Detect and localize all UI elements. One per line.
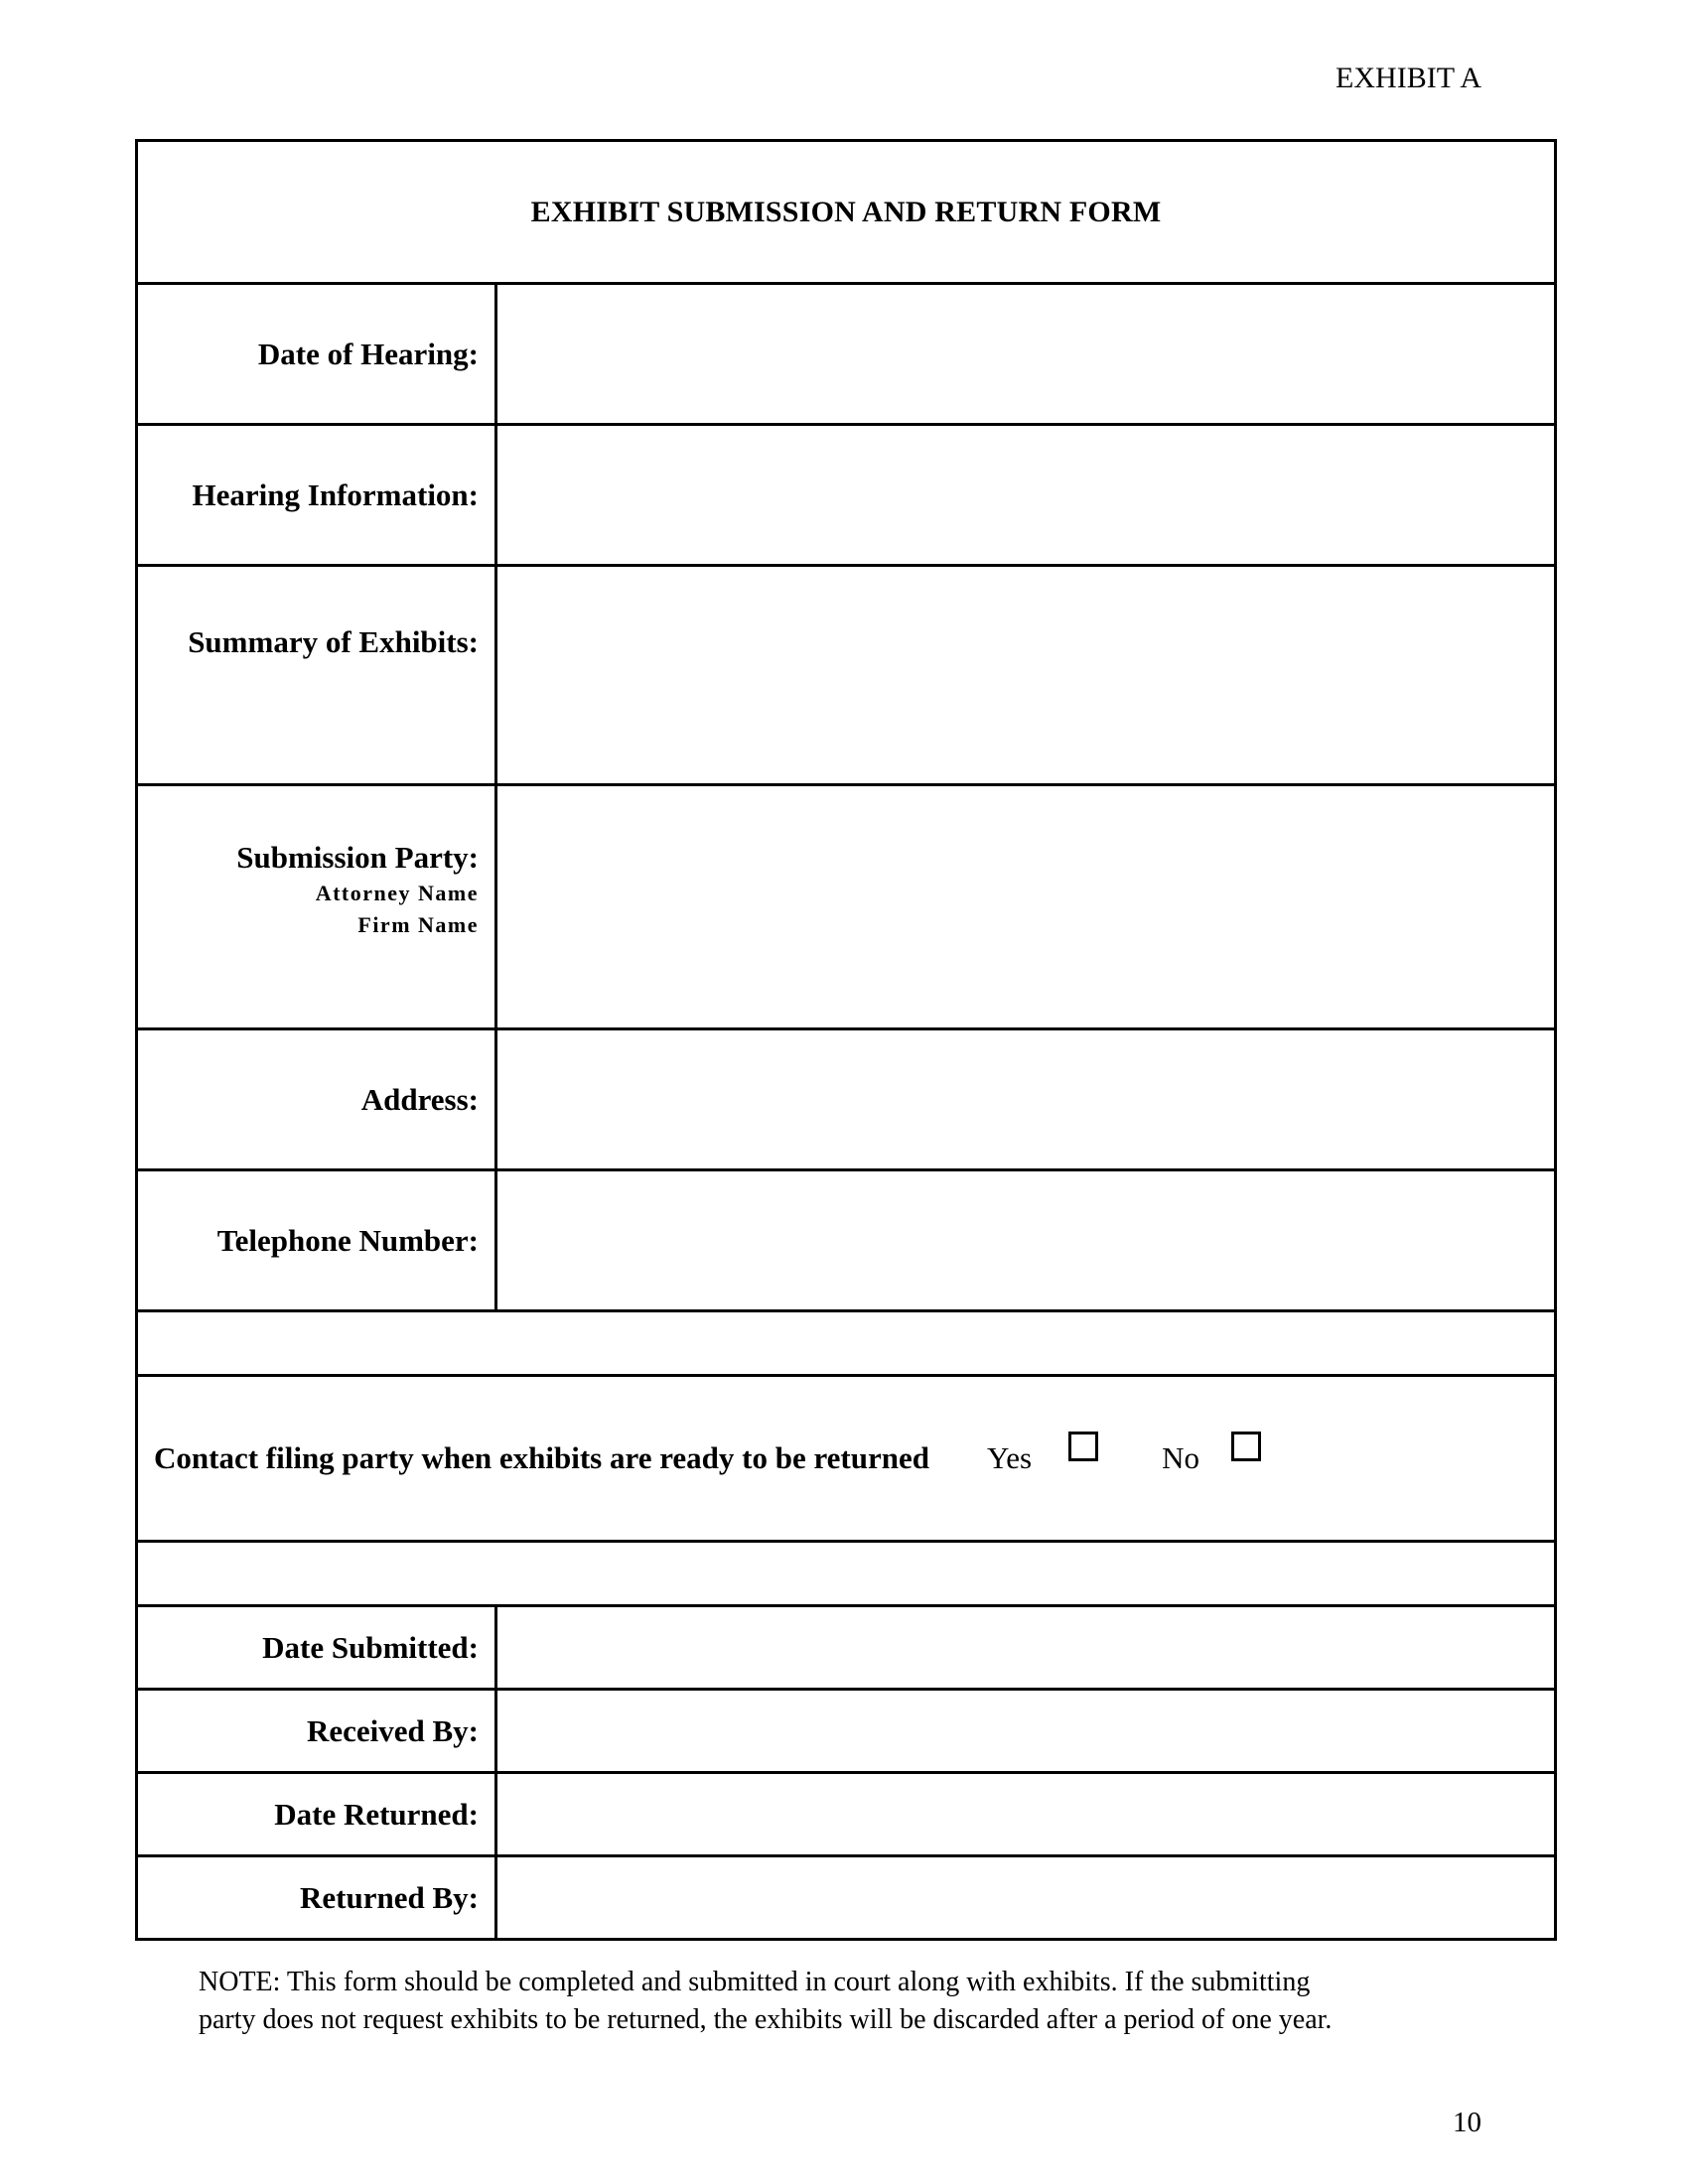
date-of-hearing-row — [138, 285, 1554, 426]
address-row — [138, 1030, 1554, 1171]
received-by-label: Received By: — [138, 1691, 497, 1771]
address-field[interactable] — [497, 1030, 1554, 1168]
page-number: 10 — [1453, 2107, 1481, 2138]
summary-of-exhibits-row — [138, 567, 1554, 786]
hearing-information-label: Hearing Information: — [138, 426, 497, 564]
yes-checkbox[interactable] — [1068, 1432, 1098, 1461]
form-title: EXHIBIT SUBMISSION AND RETURN FORM — [530, 195, 1162, 228]
hearing-information-field[interactable] — [497, 426, 1554, 564]
attorney-name-label: Attorney Name — [315, 881, 479, 905]
no-checkbox[interactable] — [1231, 1432, 1261, 1461]
received-by-row — [138, 1691, 1554, 1774]
submission-party-label-cell — [138, 786, 497, 1027]
received-by-field[interactable] — [497, 1691, 1554, 1771]
no-label: No — [1162, 1440, 1199, 1475]
telephone-number-label: Telephone Number: — [138, 1171, 497, 1309]
spacer-row — [138, 1312, 1554, 1377]
summary-of-exhibits-field[interactable] — [497, 567, 1554, 783]
note-line-2: party does not request exhibits to be returned, the exhibits will be discarded after a period of one year. — [199, 2004, 1333, 2035]
date-of-hearing-field[interactable] — [497, 285, 1554, 423]
telephone-number-row — [138, 1171, 1554, 1312]
submission-party-field[interactable] — [497, 786, 1554, 1027]
date-of-hearing-label: Date of Hearing: — [138, 285, 497, 423]
spacer-row — [138, 1543, 1554, 1607]
returned-by-field[interactable] — [497, 1857, 1554, 1938]
address-label: Address: — [138, 1030, 497, 1168]
returned-by-row — [138, 1857, 1554, 1938]
returned-by-label: Returned By: — [138, 1857, 497, 1938]
date-returned-row — [138, 1774, 1554, 1857]
date-submitted-field[interactable] — [497, 1607, 1554, 1688]
hearing-information-row — [138, 426, 1554, 567]
summary-of-exhibits-label: Summary of Exhibits: — [138, 567, 497, 783]
note — [199, 1964, 1489, 2039]
yes-label: Yes — [987, 1440, 1033, 1475]
submission-party-label: Submission Party: — [236, 840, 479, 875]
note-line-1: NOTE: This form should be completed and submitted in court along with exhibits. If the submitting — [199, 1967, 1311, 1997]
contact-row — [138, 1377, 1554, 1543]
exhibit-label: EXHIBIT A — [1336, 62, 1481, 94]
submission-party-row — [138, 786, 1554, 1030]
form-title-row — [138, 142, 1554, 285]
telephone-number-field[interactable] — [497, 1171, 1554, 1309]
exhibit-form — [135, 139, 1557, 1941]
firm-name-label: Firm Name — [357, 912, 479, 937]
date-submitted-label: Date Submitted: — [138, 1607, 497, 1688]
date-returned-label: Date Returned: — [138, 1774, 497, 1854]
date-submitted-row — [138, 1607, 1554, 1691]
date-returned-field[interactable] — [497, 1774, 1554, 1854]
contact-question: Contact filing party when exhibits are ready to be returned — [154, 1440, 929, 1475]
